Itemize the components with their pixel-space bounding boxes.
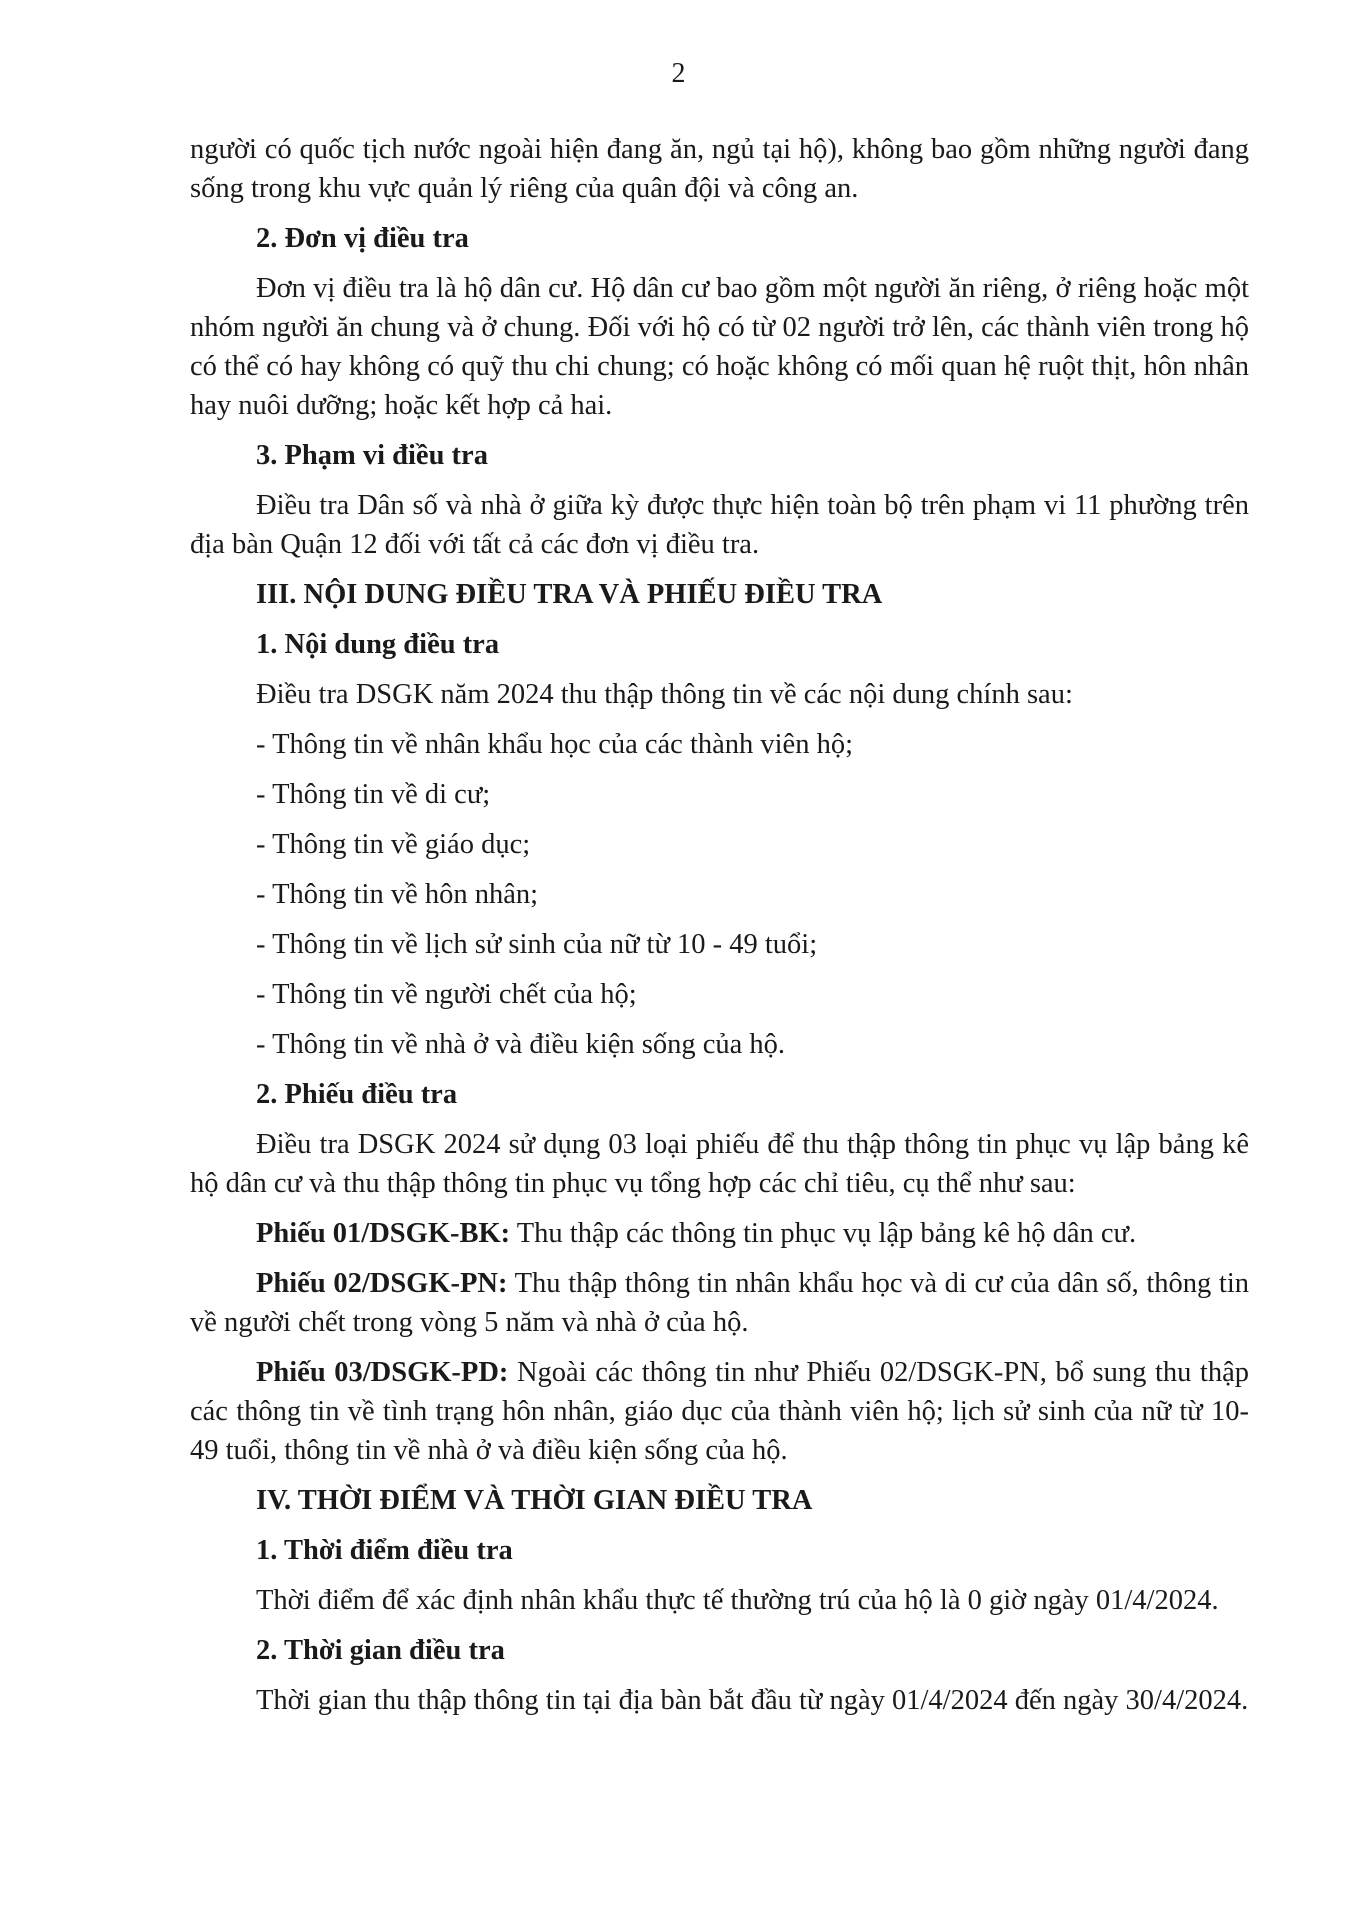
survey-unit-paragraph: Đơn vị điều tra là hộ dân cư. Hộ dân cư bao gồm một người ăn riêng, ở riêng hoặc một nhóm người ăn chung và ở chung. Đối với hộ có từ 02 người trở lên, các thành viên trong hộ có thể có hay không có quỹ thu chi chung; có hoặc không có mối quan hệ ruột thịt, hôn nhân hay nuôi dưỡng; hoặc kết hợp cả hai. [190,273,1249,421]
form-01-paragraph [190,1214,1249,1253]
form-03-paragraph [190,1353,1249,1470]
survey-moment-paragraph: Thời điểm để xác định nhân khẩu thực tế thường trú của hộ là 0 giờ ngày 01/4/2024. [256,1585,1219,1616]
page-number: 2 [671,58,686,89]
content-list-item: - Thông tin về nhà ở và điều kiện sống của hộ. [256,1029,786,1060]
content-list-item: - Thông tin về nhân khẩu học của các thành viên hộ; [256,729,853,760]
form-01-text: Thu thập các thông tin phục vụ lập bảng kê hộ dân cư. [510,1218,1137,1249]
part-heading-timing: IV. THỜI ĐIỂM VÀ THỜI GIAN ĐIỀU TRA [256,1485,813,1516]
form-03-text: Ngoài các thông tin như Phiếu 02/DSGK-PN, bổ sung thu thập các thông tin về tình trạng hôn nhân, giáo dục của thành viên hộ; lịch sử sinh của nữ từ 10-49 tuổi, thông tin về nhà ở và điều kiện sống của hộ. [190,1357,1249,1466]
section-heading-survey-forms: 2. Phiếu điều tra [256,1079,458,1110]
section-heading-survey-duration: 2. Thời gian điều tra [256,1635,505,1666]
form-02-text: Thu thập thông tin nhân khẩu học và di cư của dân số, thông tin về người chết trong vòng 5 năm và nhà ở của hộ. [190,1268,1250,1338]
content-list-item: - Thông tin về di cư; [256,779,491,810]
content-list-item: - Thông tin về lịch sử sinh của nữ từ 10 - 49 tuổi; [256,929,818,960]
content-list-item: - Thông tin về hôn nhân; [256,879,539,910]
content-list-item: - Thông tin về người chết của hộ; [256,979,637,1010]
survey-content-intro: Điều tra DSGK năm 2024 thu thập thông tin về các nội dung chính sau: [256,679,1073,710]
survey-scope-paragraph: Điều tra Dân số và nhà ở giữa kỳ được thực hiện toàn bộ trên phạm vi 11 phường trên địa bàn Quận 12 đối với tất cả các đơn vị điều tra. [190,490,1249,560]
section-heading-survey-content: 1. Nội dung điều tra [256,629,500,660]
form-01-label: Phiếu 01/DSGK-BK: [256,1218,511,1249]
section-heading-survey-unit: 2. Đơn vị điều tra [256,223,469,254]
survey-duration-paragraph: Thời gian thu thập thông tin tại địa bàn bắt đầu từ ngày 01/4/2024 đến ngày 30/4/2024. [256,1685,1249,1716]
intro-paragraph: người có quốc tịch nước ngoài hiện đang ăn, ngủ tại hộ), không bao gồm những người đang sống trong khu vực quản lý riêng của quân đội và công an. [190,134,1249,204]
form-02-paragraph [190,1264,1249,1342]
form-03-label: Phiếu 03/DSGK-PD: [256,1357,509,1388]
survey-forms-intro: Điều tra DSGK 2024 sử dụng 03 loại phiếu để thu thập thông tin phục vụ lập bảng kê hộ dân cư và thu thập thông tin phục vụ tổng hợp các chỉ tiêu, cụ thể như sau: [190,1129,1249,1199]
document-body [190,130,1249,1731]
section-heading-survey-moment: 1. Thời điểm điều tra [256,1535,513,1566]
content-list-item: - Thông tin về giáo dục; [256,829,531,860]
part-heading-content-and-forms: III. NỘI DUNG ĐIỀU TRA VÀ PHIẾU ĐIỀU TRA [256,579,883,610]
section-heading-survey-scope: 3. Phạm vi điều tra [256,440,488,471]
form-02-label: Phiếu 02/DSGK-PN: [256,1268,508,1299]
